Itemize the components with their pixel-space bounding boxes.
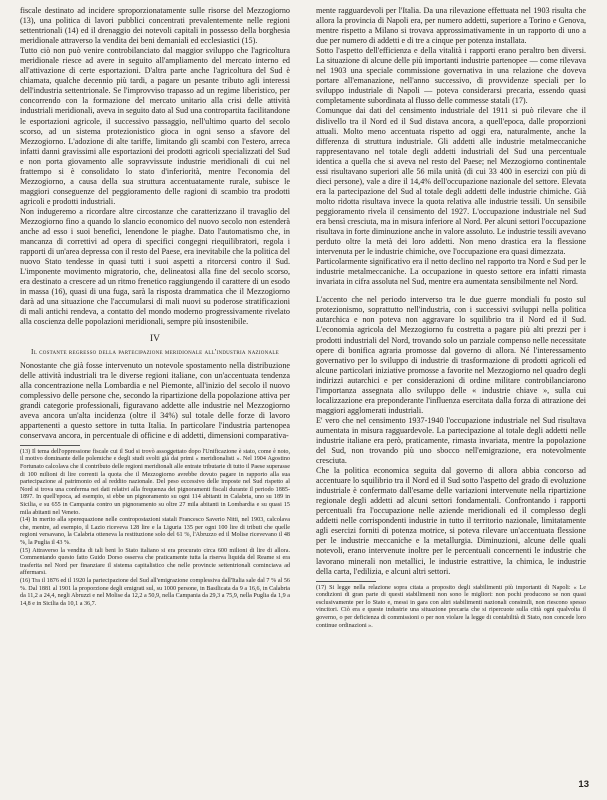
- right-paragraph: E' vero che nel censimento 1937-1940 l'occupazione industriale nel Sud risultava aumentata in misura ragguardevole. La partecipazione al totale degli addetti nelle industrie italiane era però, praticamente, rimasta invariata, mentre la popolazione del Sud, non trovando più uno sbocco nell'emigrazione, era notevolmente cresciuta.: [316, 415, 586, 466]
- footnote: (16) Tra il 1876 ed il 1920 la partecipazione del Sud all'emigrazione complessiva dall'Italia sale dal 7 % al 56 %. Dal 1881 al 1901 la proporzione degli emigrati sul, su 1000 persone, in Basilicata da 9 a 16,6, in Calabria da 11,2 a 24,4, negli Abruzzi e nel Molise da 12,2 a 50,9, nella Campania da 29,3 a 75,9, nella Puglia da 1,9 a 14,8 e in Sicilia da 10,1 a 36,7.: [20, 577, 290, 607]
- footnote-divider: [20, 445, 80, 446]
- right-paragraph: Particolarmente significativo era il netto declino nel rapporto tra Nord e Sud per le industrie metalmeccaniche. La occupazione in questo settore era infatti rimasta invariata in cifra assoluta nel Sud, mentre era aumentata sensibilmente nel Nord.: [316, 257, 586, 287]
- right-paragraph: mente ragguardevoli per l'Italia. Da una rilevazione effettuata nel 1903 risulta che allora la provincia di Napoli era, per numero addetti, superiore a Torino e Genova, mentre rispetto a Milano si trovava approssimativamente in un rapporto di uno a due per numero di addetti e di tre a cinque per potenza installata.: [316, 6, 586, 46]
- right-body-text-after: [316, 295, 586, 576]
- right-paragraph: Sotto l'aspetto dell'efficienza e della vitalità i rapporti erano peraltro ben diversi. La situazione di alcune delle più importanti industrie partenopee — come rilevava nel 1903 una speciale commissione governativa in una relazione che doveva portare all'emanazione, nell'anno successivo, di provvidenze speciali per lo sviluppo industriale di Napoli — poteva considerarsi precaria, essendo quasi completamente subordinata al flusso delle commesse statali (17).: [316, 46, 586, 106]
- section-heading: [20, 334, 290, 357]
- right-paragraph: Che la politica economica seguita dal governo di allora abbia concorso ad accentuare lo squilibrio tra il Nord ed il Sud sotto l'aspetto del grado di evoluzione industriale è confermato dall'esame delle variazioni intervenute nella ripartizione regionale degli addetti ad alcuni settori fondamentali. Confrontando i rapporti percentuali fra l'occupazione nelle aziende meridionali ed il complesso degli addetti nelle corrispondenti industrie in tutto il territorio nazionale, limitatamente agli esercizi forniti di potenza motrice, si poteva rilevare un'accentuata flessione per le industrie meccaniche e la metallurgia. Diminuzioni, alcune delle quali notevoli, erano intervenute inoltre per le percentuali concernenti le industrie che lavorano minerali non metallici, le industrie estrattive, la chimica, le industrie della carta, l'edilizia, e alcuni altri settori.: [316, 466, 586, 576]
- page-number: 13: [578, 779, 589, 790]
- footnote: (15) Attraverso la vendita di tali beni lo Stato italiano si era procurato circa 600 milioni di lire di allora. Commentando questo fatto Guido Dorso osserva che praticamente tutta la riserva liquida del Reame si era trasferita nel Nord per finanziare il sistema capitalistico che nelle provincie settentrionali cominciava ad affermarsi.: [20, 547, 290, 577]
- section-title: Il costante regresso della partecipazione meridionale all'industria nazionale: [31, 346, 279, 356]
- left-paragraph: Nonostante che già fosse intervenuto un notevole spostamento nella distribuzione delle attività industriali tra le diverse regioni italiane, con un'accentuata tendenza alla concentrazione nella Lombardia e nel Piemonte, all'inizio del secolo il nuovo complessivo delle persone che, secondo la ripartizione della popolazione attiva per grandi categorie professionali, figuravano addette alle industrie nel Mezzogiorno aveva ancora un'alta incidenza (oltre il 34%) sul totale delle forze di lavoro appartenenti a questo settore in tutta Italia. In particolare l'industria partenopea conservava ancora, in percentuale di officine e di addetti, dimensioni comparativa-: [20, 360, 290, 440]
- left-body-text-after: [20, 361, 290, 441]
- right-column: [316, 6, 586, 630]
- left-paragraph: Tutto ciò non può venire controbilanciato dal maggior sviluppo che l'agricoltura meridionale riesce ad avere in seguito all'ampliamento del mercato interno ed all'attivazione di certe esportazioni. D'altra parte anche l'agricoltura del Sud è chiamata, qualche decennio più tardi, a pagare un pesante tributo agli interessi dell'industria settentrionale. Se l'improvviso trapasso ad un regime liberistico, per concorrendo con la formazione del mercato unitario alla crisi delle attività industriali meridionali, aveva in seguito dato al Sud una contropartita facilitandone le esportazioni agricole, il successivo passaggio, nell'ultimo quarto del secolo scorso, ad un sistema protezionistico gioca in ogni senso a sfavore del Mezzogiorno. L'adozione di alte tariffe, limitando gli scambi con l'estero, arreca infatti danni gravissimi alle esportazioni dei prodotti agricoli specializzati del Sud e non porta giovamento alle sopravvissute industrie meridionali di cui nel frattempo si è consolidato lo stato d'inferiorità, mentre l'economia del Mezzogiorno, a causa della sua struttura accentuatamente rurale, subisce le maggiori conseguenze del peggioramento delle ragioni di scambio tra prodotti agricoli e prodotti industriali.: [20, 46, 290, 206]
- paragraph-gap: [316, 287, 586, 295]
- left-body-text: [20, 6, 290, 328]
- right-body-text: [316, 6, 586, 287]
- footnote: (13) Il tema dell'oppressione fiscale cui il Sud si trovò assoggettato dopo l'Unificazione è stato, come è noto, il motivo dominante delle polemiche e degli studi svolti già dai primi « meridionalisti ». Nel 1904 Agostino Fortunato calcolava che il contributo delle regioni meridionali alle entrate tributarie di tutto il Paese superasse di 100 milioni di lire correnti la quota che il Mezzogiorno avrebbe dovuto pagare in rapporto alla sua partecipazione al patrimonio ed al reddito nazionale. Del peso eccessivo delle imposte nel Sud rispetto al Nord si trova una conferma nei dati relativi alla frequenza dei pignoramenti fiscali durante il periodo 1885-1897. In quell'epoca, ad esempio, si ebbe un pignoramento su ogni 114 abitanti in Calabria, uno su 189 in Sicilia, e su 655 in Campania contro un pignoramento su oltre 27 mila abitanti in Lombardia e su quasi 15 mila abitanti nel Veneto.: [20, 448, 290, 516]
- left-footnotes: [20, 449, 290, 608]
- footnote: (14) In merito alla sperequazione nelle contropostazioni statali Francesco Saverio Nitti, nel 1903, calcolava che, mentre, ad esempio, il Lazio riceveva 128 lire e la Liguria 135 per ogni 100 lire di tributi che quelle regioni versavano, la Calabria otteneva la restituzione solo del 61 %, l'Abruzzo ed il Molise ricevevano il 48 %, la Puglia il 43 %.: [20, 517, 290, 546]
- right-paragraph: L'accento che nel periodo interverso tra le due guerre mondiali fu posto sul protezionismo, soprattutto nell'industria, con i successivi sviluppi nella politica autarchica e non poteva non aggravare lo squilibrio tra il Nord ed il Sud. L'economia agricola del Mezzogiorno fu costretta a pagare più alti prezzi per i prodotti industriali del Nord, trovando solo un parziale compenso nelle necessitate opere di bonifica agraria promosse dal governo di allora. Né l'interessamento governativo per lo sviluppo di industrie di trasformazione di prodotti agricoli ed alcune particolari iniziative promosse a favorite nel Mezzogiorno nel quadro degli indirizzi autarchici e per considerazioni di ordine militare controbilanciarono l'importanza assegnata allo sviluppo delle « industrie chiave », sulla cui localizzazione era preponderante l'influenza esercitata dalla forza di attrazione dei maggiori agglomerati industriali.: [316, 295, 586, 415]
- footnote: (17) Si legge nella relazione sopra citata a proposito degli stabilimenti più importanti di Napoli: « Le condizioni di gran parte di questi stabilimenti non sono le migliori: non pochi producono se non quasi esclusivamente per lo Stato e, messi in gara con altri stabilimenti nazionali consimili, non riescono spesso vincitori. Ciò era e queste industrie una situazione precaria che si ripercuote sulla città ogni qualvolta il governo, o per deficienza di commissioni o per non violare la legge di contabilità di Stato, non concede loro continue ordinazioni ».: [316, 584, 586, 629]
- section-number: IV: [149, 333, 161, 344]
- footnote-divider: [316, 581, 376, 582]
- left-paragraph: Non indugeremo a ricordare altre circostanze che caratterizzano il travaglio del Mezzogiorno fino a quando lo slancio economico del nuovo secolo non estenderà anche ad esso i suoi benefici, lenendone le piaghe. Dato l'automatismo che, in mancanza di correttivi ad opera di specifici congegni riequilibratori, regola i rapporti di un'area depressa con il resto del Paese, era inevitabile che la politica del nuovo Stato tendesse in quasi tutti i suoi aspetti a ritorcersi contro il Sud. L'imponente movimento migratorio, che, delineatosi alla fine del secolo scorso, era destinato a crescere ad un ritmo frenetico raggiungendo il carattere di un esodo in massa (16), quasi di una fuga, sarà la risposta drammatica che il Mezzogiorno darà ad una situazione che l'accumularsi di mali nuovi su poderose stratificazioni di mali antichi rendeva, a contatto del mondo moderno progressivamente rivelato alla coscienza delle popolazioni meridionali, sempre più insostenibile.: [20, 206, 290, 327]
- right-footnotes: [316, 585, 586, 631]
- left-column: [20, 6, 290, 608]
- left-paragraph: fiscale destinato ad incidere sproporzionatamente sulle risorse del Mezzogiorno (13), una politica di lavori pubblici concentrati prevalentemente nelle regioni settentrionali (14) ed il drenaggio dei notevoli capitali in possesso della borghesia meridionale attraverso la vendita dei beni demaniali ed ecclesiastici (15).: [20, 6, 290, 46]
- right-paragraph: Comunque dai dati del censimento industriale del 1911 si può rilevare che il dislivello tra il Nord ed il Sud distava ancora, a quell'epoca, dalle proporzioni attuali. Molto meno accentuata rispetto ad oggi era, naturalmente, anche la differenza di struttura industriale. Gli addetti alle industrie metalmeccaniche rappresentavano nel totale degli addetti industriali del Sud una percentuale identica a quella che si aveva nel resto del Paese; nel Mezzogiorno continentale essi risultavano superiori alle 56 mila unità (di cui 33 400 in esercizi con più di dieci persone), vale a dire il 14,4% dell'occupazione nazionale del settore. Elevata era la partecipazione del Sud al totale degli addetti delle industrie chimiche. Già molto ridotta risultava invece la quota relativa alle industrie tessili. Un sensibile peggioramento rivela il censimento del 1927. L'occupazione industriale nel Sud era bensì cresciuta, ma in misura inferiore al Nord. Per alcuni settori l'occupazione risultava in forte diminuzione anche in valore assoluto. Le industrie tessili avevano perduto oltre la metà dei loro addetti. Non meno drastica era la flessione intervenuta per le industrie chimiche, ove l'occupazione era quasi dimezzata.: [316, 106, 586, 257]
